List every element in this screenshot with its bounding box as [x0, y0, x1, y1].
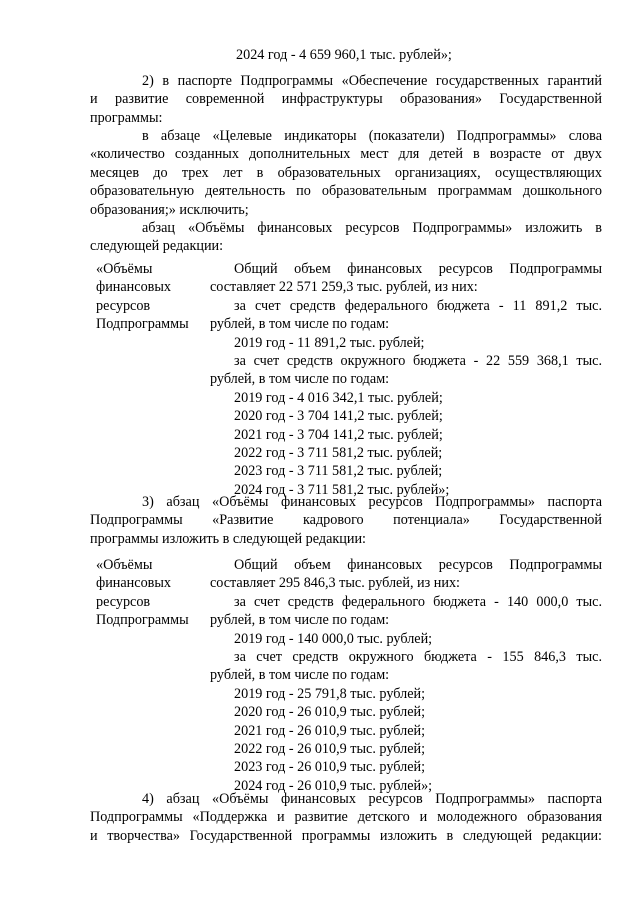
passport-label-line: Подпрограммы [96, 612, 189, 629]
passport-label-line: финансовых [96, 575, 171, 592]
passport-content [210, 556, 602, 795]
passport-content-line: за счет средств федерального бюджета - 140 000,0 тыс. [234, 593, 602, 610]
paragraph-3-line: Подпрограммы «Развитие кадрового потенциала» Государственной [90, 512, 602, 529]
passport-content-line: 2019 год - 140 000,0 тыс. рублей; [234, 630, 433, 647]
paragraph-4-line: 4) абзац «Объёмы финансовых ресурсов Подпрограммы» паспорта [142, 791, 602, 807]
passport-content-line: рублей, в том числе по годам: [210, 612, 390, 629]
paragraph-3 [90, 493, 602, 548]
passport-content-line: рублей, в том числе по годам: [210, 316, 390, 333]
paragraph-4-line: Подпрограммы «Поддержка и развитие детского и молодежного образования [90, 809, 602, 826]
passport-label-line: «Объёмы [96, 557, 153, 573]
paragraph-2-line: 2) в паспорте Подпрограммы «Обеспечение государственных гарантий [142, 73, 602, 89]
paragraph-2a-line: в абзаце «Целевые индикаторы (показатели) Подпрограммы» слова [142, 128, 602, 144]
passport-content-line: за счет средств окружного бюджета - 155 846,3 тыс. [234, 648, 602, 665]
passport-label-line: Подпрограммы [96, 316, 189, 333]
passport-content-line: 2019 год - 11 891,2 тыс. рублей; [234, 334, 425, 351]
paragraph-3-line: 3) абзац «Объёмы финансовых ресурсов Подпрограммы» паспорта [142, 494, 602, 510]
carryover-line: 2024 год - 4 659 960,1 тыс. рублей»; [236, 47, 452, 63]
passport-content-line: составляет 22 571 259,3 тыс. рублей, из них: [210, 279, 478, 296]
passport-label [96, 260, 206, 334]
passport-content-line: 2020 год - 3 704 141,2 тыс. рублей; [234, 408, 443, 425]
paragraph-4 [90, 790, 602, 845]
passport-content [210, 260, 602, 499]
passport-content-line: Общий объем финансовых ресурсов Подпрограммы [234, 261, 602, 277]
passport-label-line: финансовых [96, 279, 171, 296]
paragraph-2 [90, 72, 602, 127]
passport-content-line: 2022 год - 3 711 581,2 тыс. рублей; [234, 444, 443, 461]
paragraph-2b [90, 219, 602, 256]
passport-content-line: 2019 год - 4 016 342,1 тыс. рублей; [234, 389, 443, 406]
paragraph-2-line: и развитие современной инфраструктуры образования» Государственной [90, 91, 602, 108]
paragraph-3-line: программы изложить в следующей редакции: [90, 530, 366, 547]
paragraph-4-line: и творчества» Государственной программы изложить в следующей редакции: [90, 827, 602, 844]
passport-label-line: «Объёмы [96, 261, 153, 277]
passport-content-line: 2024 год - 26 010,9 тыс. рублей»; [234, 777, 433, 794]
passport-content-line: рублей, в том числе по годам: [210, 371, 390, 388]
paragraph-2a-line: образовательную деятельность по образовательным программам дошкольного [90, 183, 602, 200]
passport-label [96, 556, 206, 630]
passport-content-line: 2019 год - 25 791,8 тыс. рублей; [234, 685, 426, 702]
paragraph-2b-line: следующей редакции: [90, 238, 224, 255]
passport-content-line: 2023 год - 3 711 581,2 тыс. рублей; [234, 463, 443, 480]
passport-content-line: 2020 год - 26 010,9 тыс. рублей; [234, 704, 426, 721]
paragraph-2a-line: образования;» исключить; [90, 201, 249, 218]
passport-label-line: ресурсов [96, 593, 151, 610]
passport-content-line: 2022 год - 26 010,9 тыс. рублей; [234, 740, 426, 757]
paragraph-2b-line: абзац «Объёмы финансовых ресурсов Подпрограммы» изложить в [142, 220, 602, 236]
passport-content-line: за счет средств окружного бюджета - 22 559 368,1 тыс. [234, 352, 602, 369]
passport-content-line: составляет 295 846,3 тыс. рублей, из них: [210, 575, 460, 592]
passport-content-line: 2024 год - 3 711 581,2 тыс. рублей»; [234, 481, 450, 498]
paragraph-2a-line: месяцев до трех лет в образовательных организациях, осуществляющих [90, 164, 602, 181]
passport-content-line: 2023 год - 26 010,9 тыс. рублей; [234, 759, 426, 776]
passport-label-line: ресурсов [96, 297, 151, 314]
passport-content-line: 2021 год - 3 704 141,2 тыс. рублей; [234, 426, 443, 443]
carryover-line-block [90, 46, 602, 64]
paragraph-2a-line: «количество созданных дополнительных мест для детей в возрасте от двух [90, 146, 602, 163]
passport-content-line: Общий объем финансовых ресурсов Подпрограммы [234, 557, 602, 573]
passport-content-line: рублей, в том числе по годам: [210, 667, 390, 684]
passport-content-line: 2021 год - 26 010,9 тыс. рублей; [234, 722, 426, 739]
paragraph-2-line: программы: [90, 109, 163, 126]
paragraph-2a [90, 127, 602, 219]
passport-content-line: за счет средств федерального бюджета - 11 891,2 тыс. [234, 297, 602, 314]
